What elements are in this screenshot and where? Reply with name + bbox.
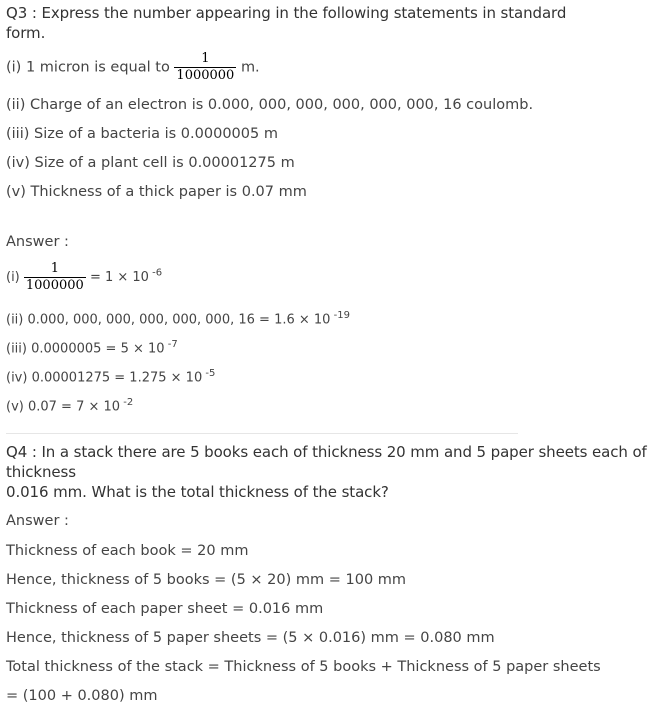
q3-answer-iii-main: (iii) 0.0000005 = 5 × 10 (6, 341, 165, 357)
q3-answer-ii (6, 310, 350, 327)
q3-item-i-denominator: 1000000 (176, 68, 235, 83)
q3-answer-iii-exponent: -7 (164, 339, 178, 350)
q4-line: = (100 + 0.080) mm (6, 688, 158, 704)
q3-answer-ii-exponent: -19 (330, 310, 350, 321)
q3-answer-i-fraction (24, 262, 86, 293)
q3-heading-line1: Q3 : Express the number appearing in the following statements in standard (6, 4, 567, 22)
q3-answer-label: Answer : (6, 234, 69, 250)
q3-item-i-numerator: 1 (201, 51, 210, 66)
q3-item-v: (v) Thickness of a thick paper is 0.07 mm (6, 184, 307, 200)
q3-answer-v-exponent: -2 (120, 397, 134, 408)
q3-answer-iv-exponent: -5 (202, 368, 216, 379)
q3-heading (6, 3, 566, 43)
q3-item-iv: (iv) Size of a plant cell is 0.00001275 m (6, 155, 295, 171)
q4-line: Thickness of each book = 20 mm (6, 543, 249, 559)
q3-item-ii: (ii) Charge of an electron is 0.000, 000, 000, 000, 000, 000, 16 coulomb. (6, 97, 534, 113)
q3-answer-i-numerator: 1 (50, 261, 59, 276)
q3-answer-i-exponent: -6 (148, 267, 163, 279)
q3-item-i-suffix: m. (240, 59, 260, 76)
q3-heading-line2: form. (6, 24, 46, 42)
q3-item-iii: (iii) Size of a bacteria is 0.0000005 m (6, 126, 278, 142)
q3-answer-ii-main: (ii) 0.000, 000, 000, 000, 000, 000, 16 = 1.6 × 10 (6, 312, 331, 328)
q4-line: Thickness of each paper sheet = 0.016 mm (6, 601, 324, 617)
q4-line: Hence, thickness of 5 paper sheets = (5 × 0.016) mm = 0.080 mm (6, 630, 495, 646)
q3-item-i-prefix: (i) 1 micron is equal to (6, 59, 175, 76)
section-divider (6, 433, 518, 434)
q3-answer-i (6, 262, 162, 293)
q3-answer-iv-main: (iv) 0.00001275 = 1.275 × 10 (6, 370, 203, 386)
q3-answer-v-main: (v) 0.07 = 7 × 10 (6, 399, 121, 415)
q4-heading-line2: 0.016 mm. What is the total thickness of the stack? (6, 483, 389, 501)
q4-heading (6, 442, 662, 502)
q3-item-i (6, 52, 260, 83)
q4-line: Hence, thickness of 5 books = (5 × 20) mm = 100 mm (6, 572, 407, 588)
q3-answer-i-prefix: (i) (6, 270, 24, 285)
q3-answer-iv (6, 368, 215, 385)
q3-answer-iii (6, 339, 178, 356)
q4-heading-line1: Q4 : In a stack there are 5 books each of thickness 20 mm and 5 paper sheets each of thickness (6, 443, 647, 481)
q4-line: Total thickness of the stack = Thickness of 5 books + Thickness of 5 paper sheets (6, 659, 601, 675)
q3-answer-i-rest: = 1 × 10 (89, 270, 149, 285)
q3-item-i-fraction (174, 52, 236, 83)
q3-answer-v (6, 397, 133, 414)
q4-answer-label: Answer : (6, 513, 69, 529)
q3-answer-i-denominator: 1000000 (25, 278, 84, 293)
